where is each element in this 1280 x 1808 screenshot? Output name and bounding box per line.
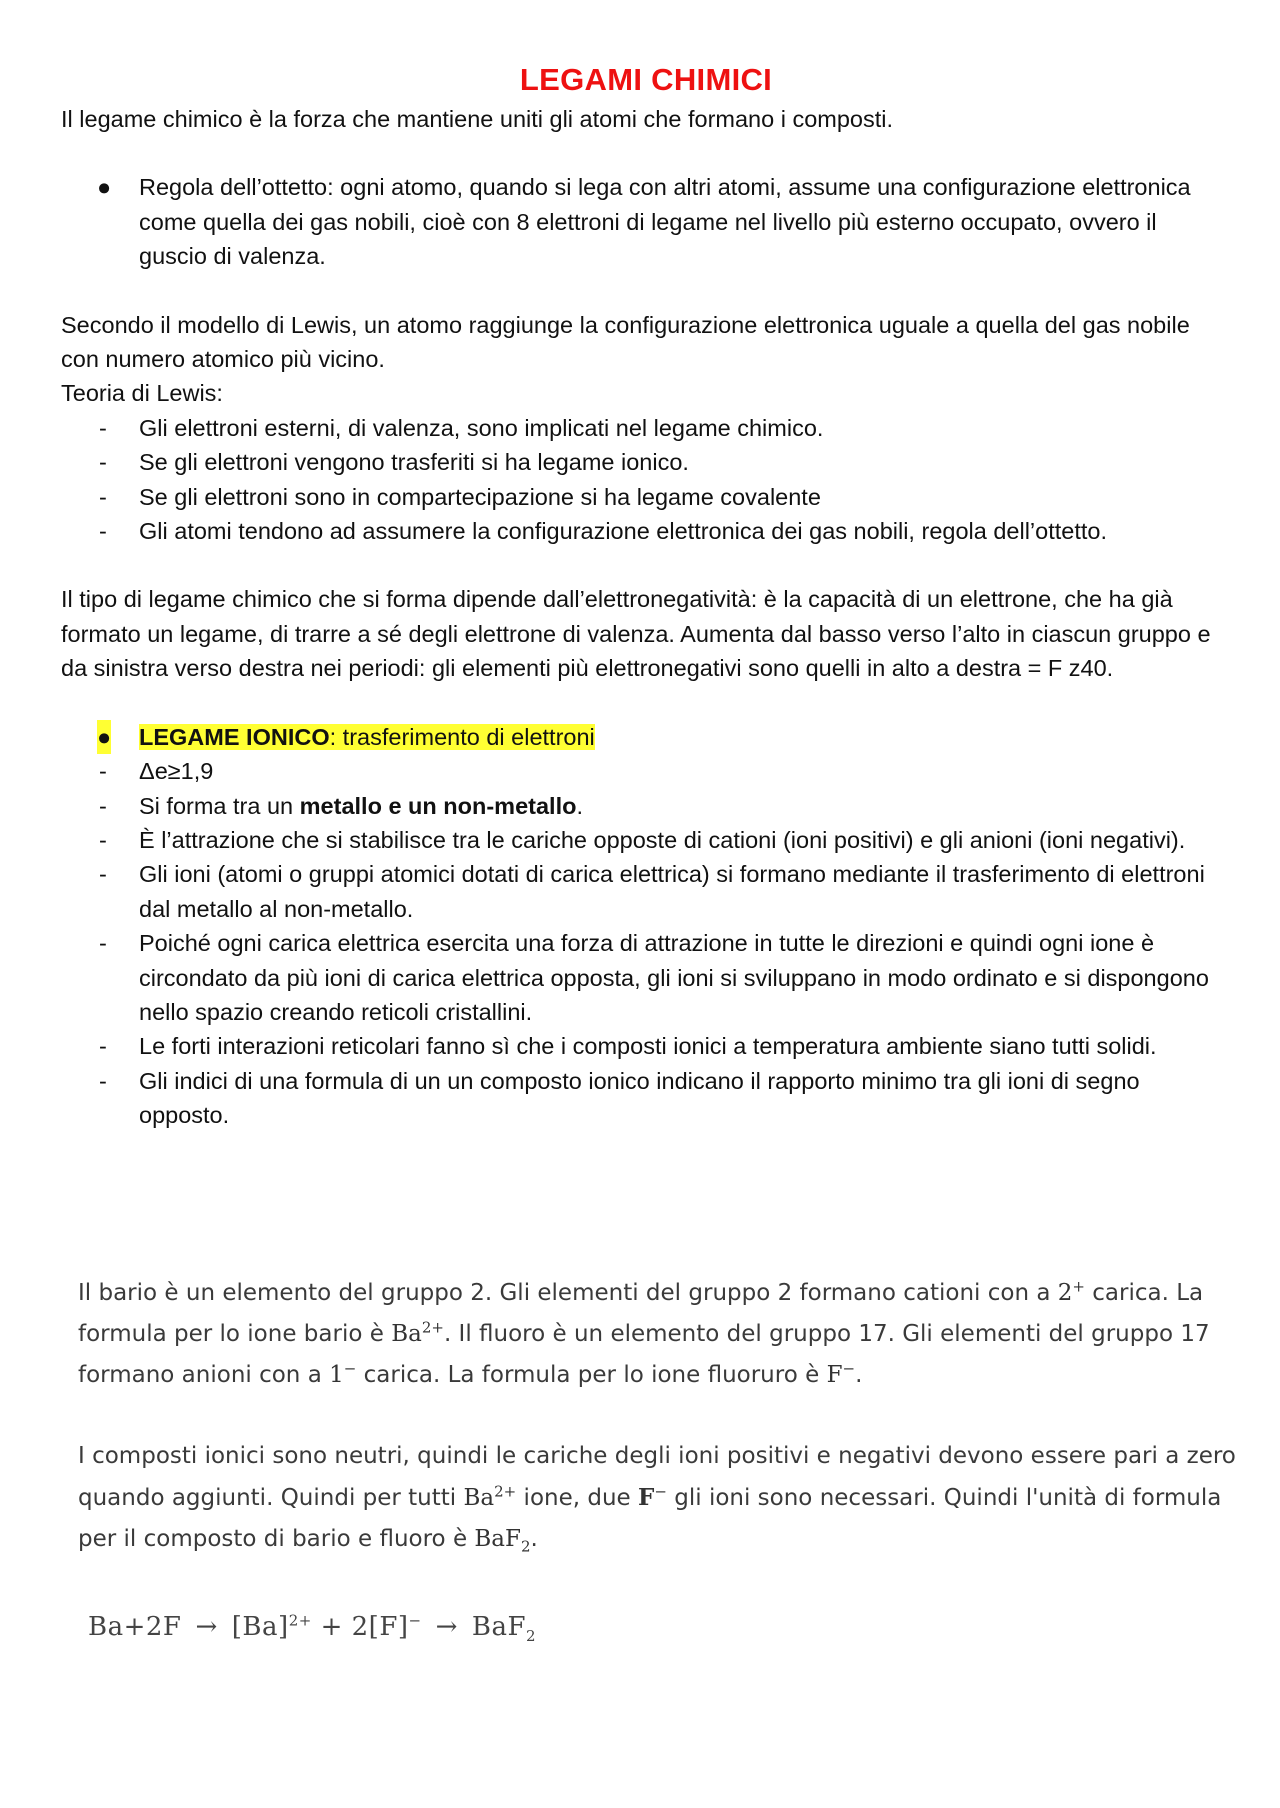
list-item [61, 514, 1231, 548]
list-item [61, 1029, 1231, 1063]
list-item [61, 445, 1231, 479]
lewis-heading: Teoria di Lewis: [61, 380, 223, 407]
dash-icon: - [99, 414, 107, 441]
lewis-paragraph: Secondo il modello di Lewis, un atomo raggiunge la configurazione elettronica uguale a quella del gas nobile con numero atomico più vicino. [61, 311, 1190, 373]
list-item-text: Gli atomi tendono ad assumere la configurazione elettronica dei gas nobili, regola dell’ottetto. [139, 518, 1107, 545]
bullet-icon: ● [97, 720, 111, 754]
neutri-paragraph: I composti ionici sono neutri, quindi le cariche degli ioni positivi e negativi devono essere pari a zero quando aggiunti. Quindi per tutti $Ba^{2+}$ ione, due F− gli ioni sono necessari. Quindi l'unità di formula per il composto di bario e fluoro è BaF$_2$. [78, 1443, 1236, 1556]
legame-ionico-label: LEGAME IONICO [139, 723, 330, 750]
elettronegativita-paragraph: Il tipo di legame chimico che si forma dipende dall’elettronegatività: è la capacità di un elettrone, che ha già formato un legame, di trarre a sé degli elettrone di valenza. Aumenta dal basso verso l’alto in ciascun gruppo e da sinistra verso destra nei periodi: gli elementi più elettronegativi sono quelli in alto a destra = F z40. [61, 586, 1211, 682]
list-item-text: Se gli elettroni sono in compartecipazione si ha legame covalente [139, 483, 821, 510]
list-item [61, 411, 1231, 445]
reaction-equation: $Ba+2F \to [Ba]^{2+} + 2[F]^- \to BaF_2$ [88, 1611, 537, 1646]
dash-icon: - [99, 826, 107, 853]
list-item-text: È l’attrazione che si stabilisce tra le cariche opposte di cationi (ioni positivi) e gli anioni (ioni negativi). [139, 826, 1186, 853]
charge-1minus: 1− [329, 1359, 357, 1388]
dash-icon: - [99, 1067, 107, 1094]
dash-icon: - [99, 449, 107, 476]
list-item-text: Se gli elettroni vengono trasferiti si ha legame ionico. [139, 449, 689, 476]
ba-ion: $Ba^{2+}$ [391, 1318, 444, 1347]
list-item-text: Gli elettroni esterni, di valenza, sono implicati nel legame chimico. [139, 414, 824, 441]
list-item [61, 823, 1231, 857]
list-item [61, 789, 1231, 823]
dash-icon: - [99, 930, 107, 957]
dash-icon: - [99, 792, 107, 819]
bario-paragraph: Il bario è un elemento del gruppo 2. Gli elementi del gruppo 2 formano cationi con a 2+ carica. La formula per lo ione bario è $Ba^{2+}$. Il fluoro è un elemento del gruppo 17. Gli elementi del gruppo 17 formano anioni con a 1− carica. La formula per lo ione fluoruro è F−. [78, 1277, 1210, 1388]
ion-ba: $[Ba]^{2+}$ [231, 1611, 312, 1642]
dash-icon: - [99, 483, 107, 510]
dash-icon: - [99, 1033, 107, 1060]
ottetto-text: Regola dell’ottetto: ogni atomo, quando si lega con altri atomi, assume una configurazione elettronica come quella dei gas nobili, cioè con 8 elettroni di legame nel livello più esterno occupato, ovvero il guscio di valenza. [139, 174, 1191, 270]
f-ion: F− [826, 1359, 856, 1388]
example-screenshot [78, 1273, 1238, 1560]
dash-icon: - [99, 758, 107, 785]
ba-ion: $Ba^{2+}$ [463, 1482, 517, 1511]
baf2-formula: BaF$_2$ [474, 1526, 531, 1556]
list-item-text: Gli ioni (atomi o gruppi atomici dotati di carica elettrica) si formano mediante il trasferimento di elettroni dal metallo al non-metallo. [139, 861, 1205, 922]
list-item [61, 480, 1231, 514]
f-ion: F− [638, 1482, 667, 1511]
page-title: LEGAMI CHIMICI [519, 62, 773, 97]
list-item-text: Δe≥1,9 [139, 758, 214, 785]
legame-ionico-rest: : trasferimento di elettroni [329, 723, 595, 750]
list-item-text: . [576, 792, 583, 819]
ottetto-bullet [61, 170, 1231, 273]
ion-f: 2[F]− [351, 1611, 422, 1642]
intro-paragraph: Il legame chimico è la forza che mantiene uniti gli atomi che formano i composti. [61, 106, 894, 132]
product: BaF$_2$ [471, 1612, 537, 1646]
list-item [61, 926, 1231, 1029]
list-item-text: Poiché ogni carica elettrica esercita una forza di attrazione in tutte le direzioni e quindi ogni ione è circondato da più ioni di carica elettrica opposta, gli ioni si sviluppano in modo ordinato e si dispongono nello spazio creando reticoli cristallini. [139, 930, 1209, 1025]
list-item-text: Le forti interazioni reticolari fanno sì che i composti ionici a temperatura ambiente siano tutti solidi. [139, 1033, 1157, 1060]
list-item-text: Gli indici di una formula di un un composto ionico indicano il rapporto minimo tra gli ioni di segno opposto. [139, 1067, 1140, 1129]
bullet-icon: ● [97, 174, 112, 201]
dash-icon: - [99, 861, 107, 888]
document-page [61, 58, 1231, 1133]
dash-icon: - [99, 518, 107, 545]
list-item [61, 1064, 1231, 1133]
reactants: Ba+2F [88, 1612, 182, 1642]
legame-ionico-heading [61, 720, 1231, 754]
arrow-icon: → [195, 1612, 218, 1642]
list-item-text: Si forma tra un [139, 792, 300, 819]
arrow-icon: → [435, 1612, 458, 1642]
bold-text: metallo e un non-metallo [299, 792, 577, 819]
list-item [61, 857, 1231, 926]
charge-2plus: 2+ [1057, 1277, 1085, 1306]
list-item [61, 754, 1231, 788]
